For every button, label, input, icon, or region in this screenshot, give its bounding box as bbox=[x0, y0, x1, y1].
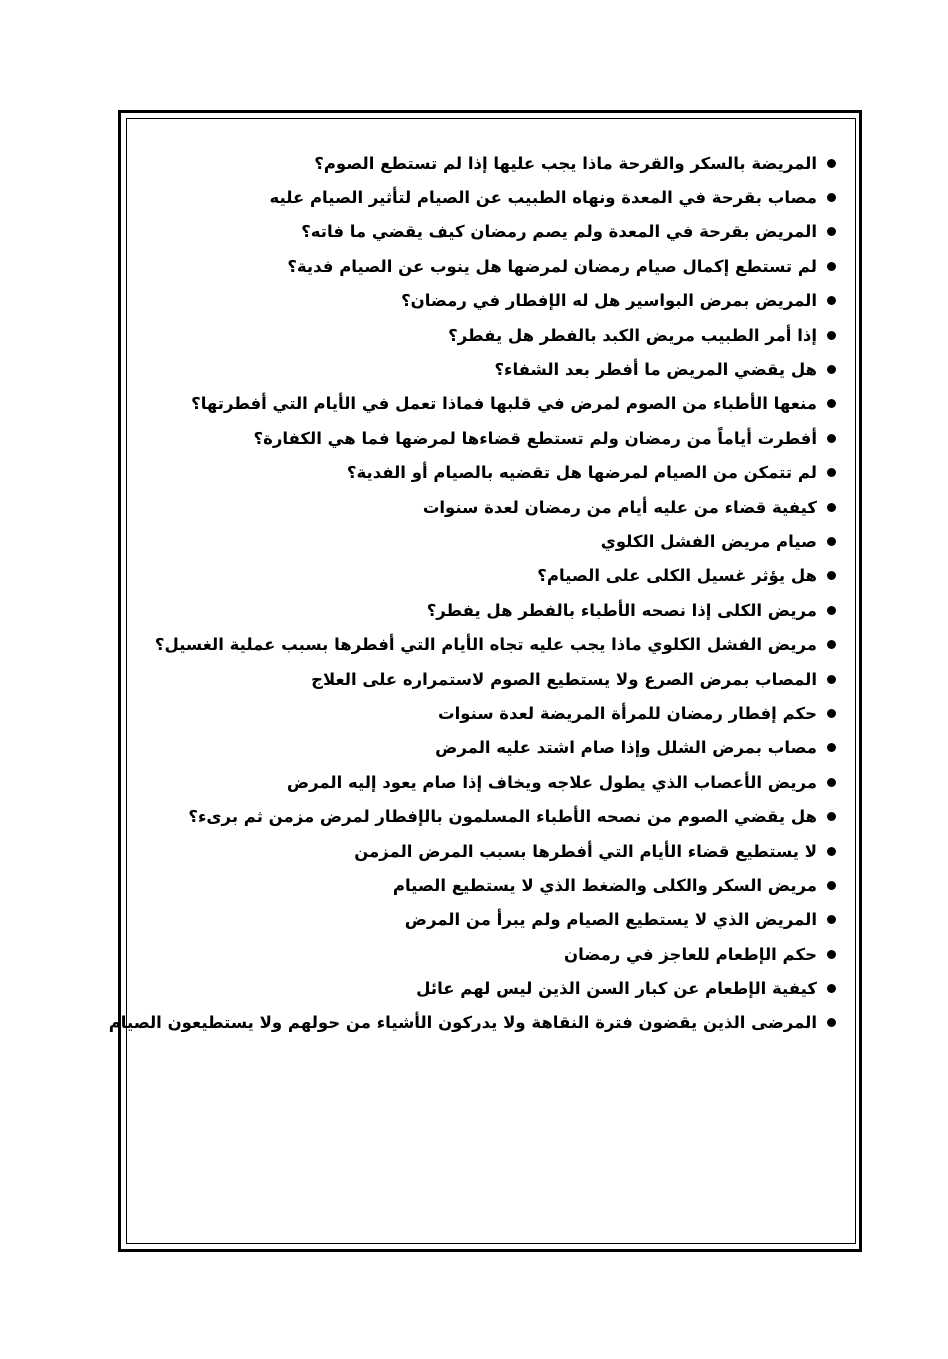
bullet-icon bbox=[827, 503, 836, 512]
question-text: منعها الأطباء من الصوم لمرض في قلبها فماذا تعمل في الأيام التي أفطرتها؟ bbox=[191, 394, 817, 414]
question-text: مريض الأعصاب الذي يطول علاجه ويخاف إذا صام يعود إليه المرض bbox=[286, 772, 817, 792]
question-item bbox=[136, 971, 836, 1005]
question-item bbox=[136, 696, 836, 730]
question-text: المصاب بمرض الصرع ولا يستطيع الصوم لاستمراره على العلاج bbox=[311, 669, 817, 689]
question-text: كيفية الإطعام عن كبار السن الذين ليس لهم عائل bbox=[416, 979, 817, 999]
bullet-icon bbox=[827, 606, 836, 615]
question-text: المريض بقرحة في المعدة ولم يصم رمضان كيف يقضي ما فاته؟ bbox=[301, 222, 817, 242]
bullet-icon bbox=[827, 262, 836, 271]
bullet-icon bbox=[827, 1018, 836, 1027]
question-item bbox=[136, 215, 836, 249]
question-item bbox=[136, 249, 836, 283]
bullet-icon bbox=[827, 365, 836, 374]
question-item bbox=[108, 1006, 836, 1040]
question-item bbox=[136, 662, 836, 696]
question-text: مصاب بقرحة في المعدة ونهاه الطبيب عن الصيام لتأثير الصيام عليه bbox=[269, 188, 817, 208]
bullet-icon bbox=[827, 743, 836, 752]
question-item bbox=[136, 868, 836, 902]
bullet-icon bbox=[827, 537, 836, 546]
question-item bbox=[136, 903, 836, 937]
question-item bbox=[136, 352, 836, 386]
bullet-icon bbox=[827, 434, 836, 443]
question-text: لم تستطع إكمال صيام رمضان لمرضها هل ينوب عن الصيام فدية؟ bbox=[287, 256, 817, 276]
question-item bbox=[136, 387, 836, 421]
bullet-icon bbox=[827, 468, 836, 477]
bullet-icon bbox=[827, 675, 836, 684]
bullet-icon bbox=[827, 193, 836, 202]
question-text: مريض السكر والكلى والضغط الذي لا يستطيع الصيام bbox=[392, 875, 817, 895]
question-item bbox=[136, 834, 836, 868]
question-item bbox=[136, 593, 836, 627]
bullet-icon bbox=[827, 984, 836, 993]
question-item bbox=[136, 146, 836, 180]
question-item bbox=[136, 421, 836, 455]
question-item bbox=[136, 284, 836, 318]
question-item bbox=[136, 731, 836, 765]
bullet-icon bbox=[827, 159, 836, 168]
question-item bbox=[136, 456, 836, 490]
question-text: صيام مريض الفشل الكلوي bbox=[600, 531, 817, 551]
question-text: كيفية قضاء من عليه أيام من رمضان لعدة سنوات bbox=[422, 497, 817, 517]
question-item bbox=[136, 180, 836, 214]
question-text: لا يستطيع قضاء الأيام التي أفطرها بسبب المرض المزمن bbox=[354, 841, 817, 861]
bullet-icon bbox=[827, 331, 836, 340]
question-text: المريضة بالسكر والقرحة ماذا يجب عليها إذا لم تستطع الصوم؟ bbox=[314, 153, 817, 173]
question-item bbox=[136, 318, 836, 352]
question-text: المرضى الذين يقضون فترة النقاهة ولا يدركون الأشياء من حولهم ولا يستطيعون الصيام bbox=[108, 1013, 817, 1033]
bullet-icon bbox=[827, 227, 836, 236]
question-item bbox=[136, 799, 836, 833]
question-text: المريض الذي لا يستطيع الصيام ولم يبرأ من المرض bbox=[404, 910, 817, 930]
question-text: حكم الإطعام للعاجز في رمضان bbox=[564, 944, 817, 964]
bullet-icon bbox=[827, 571, 836, 580]
question-item bbox=[136, 524, 836, 558]
bullet-icon bbox=[827, 296, 836, 305]
question-text: مريض الفشل الكلوي ماذا يجب عليه تجاه الأيام التي أفطرها بسبب عملية الغسيل؟ bbox=[154, 635, 817, 655]
bullet-icon bbox=[827, 640, 836, 649]
bullet-icon bbox=[827, 847, 836, 856]
question-text: هل يقضي المريض ما أفطر بعد الشفاء؟ bbox=[494, 360, 817, 380]
question-text: إذا أمر الطبيب مريض الكبد بالفطر هل يفطر؟ bbox=[448, 325, 817, 345]
question-text: لم تتمكن من الصيام لمرضها هل تقضيه بالصيام أو الفدية؟ bbox=[346, 463, 817, 483]
question-item bbox=[136, 627, 836, 661]
question-text: المريض بمرض البواسير هل له الإفطار في رمضان؟ bbox=[401, 291, 817, 311]
question-item bbox=[136, 937, 836, 971]
bullet-icon bbox=[827, 709, 836, 718]
question-text: هل يؤثر غسيل الكلى على الصيام؟ bbox=[537, 566, 817, 586]
bullet-icon bbox=[827, 778, 836, 787]
question-text: مصاب بمرض الشلل وإذا صام اشتد عليه المرض bbox=[435, 738, 817, 758]
bullet-icon bbox=[827, 399, 836, 408]
question-text: أفطرت أياماً من رمضان ولم تستطع قضاءها لمرضها فما هي الكفارة؟ bbox=[253, 428, 817, 448]
bullet-icon bbox=[827, 950, 836, 959]
question-list bbox=[108, 146, 836, 1040]
bullet-icon bbox=[827, 915, 836, 924]
question-item bbox=[136, 490, 836, 524]
bullet-icon bbox=[827, 881, 836, 890]
bullet-icon bbox=[827, 812, 836, 821]
question-text: مريض الكلى إذا نصحه الأطباء بالفطر هل يفطر؟ bbox=[426, 600, 817, 620]
question-text: حكم إفطار رمضان للمرأة المريضة لعدة سنوات bbox=[438, 703, 817, 723]
question-text: هل يقضي الصوم من نصحه الأطباء المسلمون بالإفطار لمرض مزمن ثم برىء؟ bbox=[188, 807, 817, 827]
question-item bbox=[136, 765, 836, 799]
question-item bbox=[136, 559, 836, 593]
